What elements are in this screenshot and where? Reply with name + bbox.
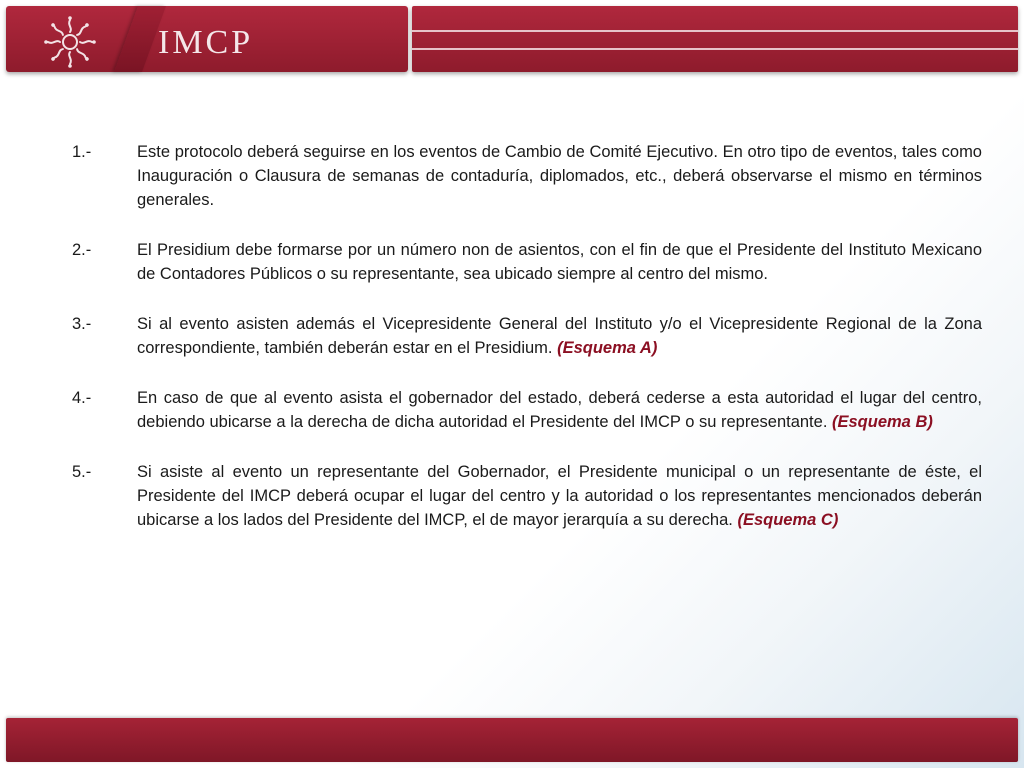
header-brand-panel <box>6 6 408 72</box>
list-item <box>72 140 982 212</box>
schema-reference: (Esquema A) <box>557 339 658 357</box>
sun-emblem-icon <box>38 14 102 70</box>
protocol-list <box>72 140 982 558</box>
item-number: 4.- <box>72 389 92 407</box>
schema-reference: (Esquema B) <box>832 413 933 431</box>
list-item <box>72 386 982 434</box>
header-stripe <box>412 30 1018 32</box>
item-number: 5.- <box>72 463 92 481</box>
schema-reference: (Esquema C) <box>737 511 839 529</box>
item-text: El Presidium debe formarse por un número non de asientos, con el fin de que el Presidente del Instituto Mexicano de Contadores Públicos o su representante, sea ubicado siempre al centro del mismo. <box>137 241 982 283</box>
list-item <box>72 460 982 532</box>
header-bar <box>412 6 1018 72</box>
brand-name: IMCP <box>158 24 254 61</box>
list-item <box>72 312 982 360</box>
list-item <box>72 238 982 286</box>
item-number: 1.- <box>72 143 92 161</box>
header-stripe <box>412 48 1018 50</box>
item-number: 2.- <box>72 241 92 259</box>
footer-bar <box>6 718 1018 762</box>
item-number: 3.- <box>72 315 92 333</box>
item-text: Si al evento asisten además el Vicepresidente General del Instituto y/o el Vicepresidente Regional de la Zona correspondiente, también deberán estar en el Presidium. (Esquema A) <box>137 315 982 357</box>
item-text: Este protocolo deberá seguirse en los eventos de Cambio de Comité Ejecutivo. En otro tipo de eventos, tales como Inauguración o Clausura de semanas de contaduría, diplomados, etc., deberá observarse el mismo en términos generales. <box>137 143 982 209</box>
item-text: Si asiste al evento un representante del Gobernador, el Presidente municipal o un representante de éste, el Presidente del IMCP deberá ocupar el lugar del centro y la autoridad o los representantes mencionados deberán ubicarse a los lados del Presidente del IMCP, el de mayor jerarquía a su derecha. (Esquema C) <box>137 463 982 529</box>
item-text: En caso de que al evento asista el gobernador del estado, deberá cederse a esta autoridad el lugar del centro, debiendo ubicarse a la derecha de dicha autoridad el Presidente del IMCP o su representante. (Esquema B) <box>137 389 982 431</box>
